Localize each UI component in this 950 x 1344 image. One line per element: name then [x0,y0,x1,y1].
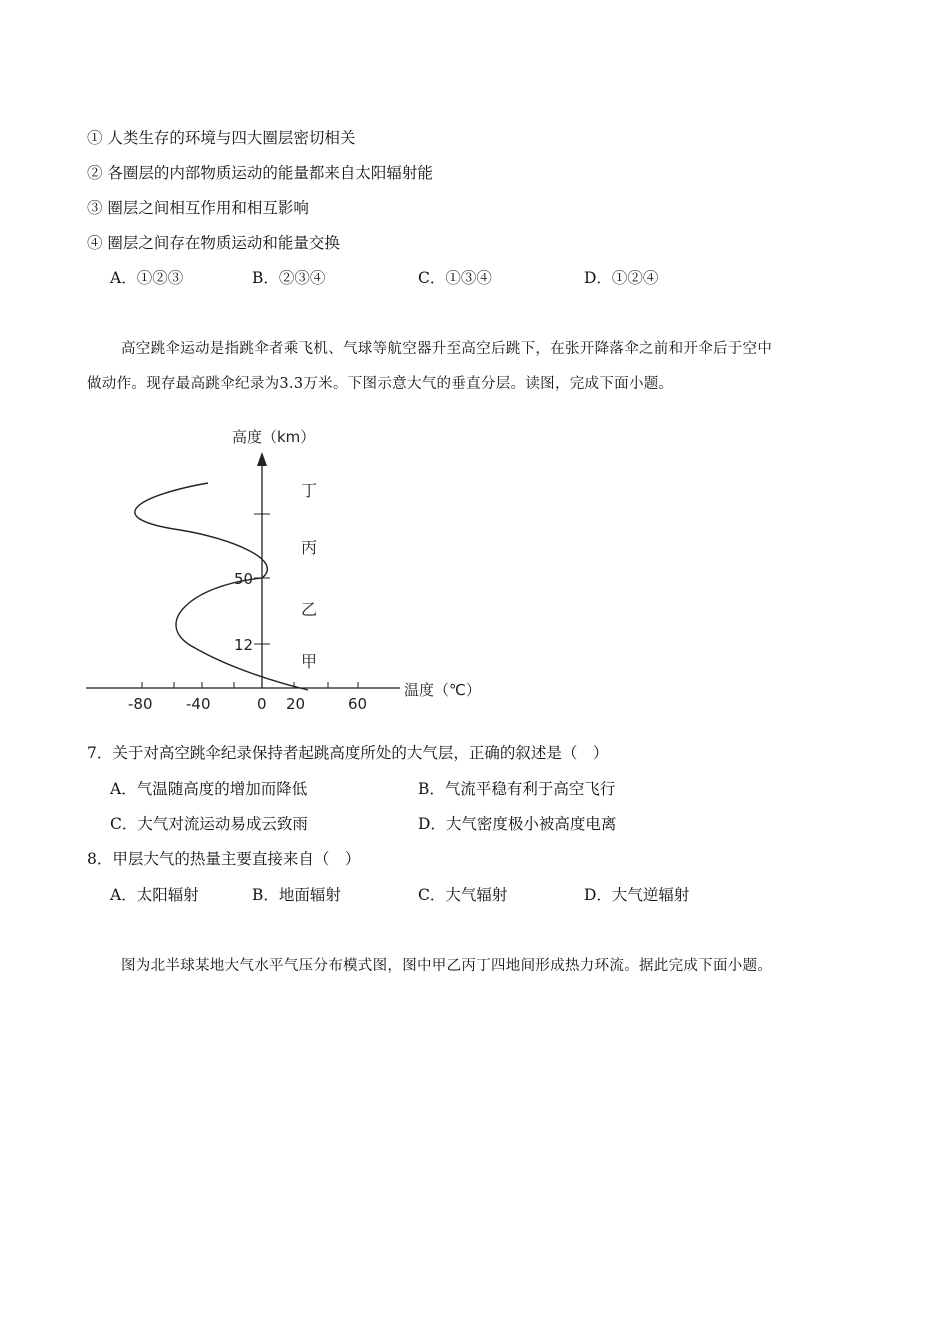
layer-label-jia: 甲 [301,652,318,671]
statement-3: ③ 圈层之间相互作用和相互影响 [87,199,309,217]
layer-label-ding: 丁 [301,481,318,500]
atmosphere-layer-diagram [80,420,500,720]
y-tick-label: 12 [234,636,254,654]
q6-option-b: B．②③④ [252,269,326,287]
passage1-line1: 高空跳伞运动是指跳伞者乘飞机、气球等航空器升至高空后跳下，在张开降落伞之前和开伞后于空中 [121,341,773,357]
x-axis-label: 温度（℃） [404,681,481,699]
layer-label-yi: 乙 [301,600,318,619]
q7-option-c: C．大气对流运动易成云致雨 [110,815,308,833]
x-tick-label: 0 [257,695,267,713]
passage2-line1: 图为北半球某地大气水平气压分布模式图，图中甲乙丙丁四地间形成热力环流。据此完成下面小题。 [121,958,773,974]
x-tick-label: -80 [128,695,153,713]
y-tick-label: 50 [234,570,254,588]
y-axis-label: 高度（km） [232,428,316,446]
q7-option-a: A．气温随高度的增加而降低 [110,780,308,798]
q8-option-d: D．大气逆辐射 [584,886,690,904]
q7-option-b: B．气流平稳有利于高空飞行 [418,780,616,798]
q6-option-a: A．①②③ [110,269,184,287]
y-axis-arrow-icon [257,452,267,466]
statement-2: ② 各圈层的内部物质运动的能量都来自太阳辐射能 [87,164,433,182]
q7-stem: 7．关于对高空跳伞纪录保持者起跳高度所处的大气层，正确的叙述是（ ） [87,744,609,762]
x-tick-label: -40 [186,695,211,713]
q8-option-a: A．太阳辐射 [110,886,199,904]
temperature-curve [135,483,308,690]
statement-1: ① 人类生存的环境与四大圈层密切相关 [87,129,356,147]
x-tick-label: 60 [348,695,368,713]
q6-option-d: D．①②④ [584,269,659,287]
x-tick-label: 20 [286,695,306,713]
statement-4: ④ 圈层之间存在物质运动和能量交换 [87,234,340,252]
passage1-line2: 做动作。现存最高跳伞纪录为3.3万米。下图示意大气的垂直分层。读图，完成下面小题。 [87,376,674,392]
q8-option-c: C．大气辐射 [418,886,508,904]
q7-option-d: D．大气密度极小被高度电离 [418,815,617,833]
layer-label-bing: 丙 [301,538,318,557]
q8-stem: 8．甲层大气的热量主要直接来自（ ） [87,850,361,868]
q6-option-c: C．①③④ [418,269,492,287]
q8-option-b: B．地面辐射 [252,886,341,904]
